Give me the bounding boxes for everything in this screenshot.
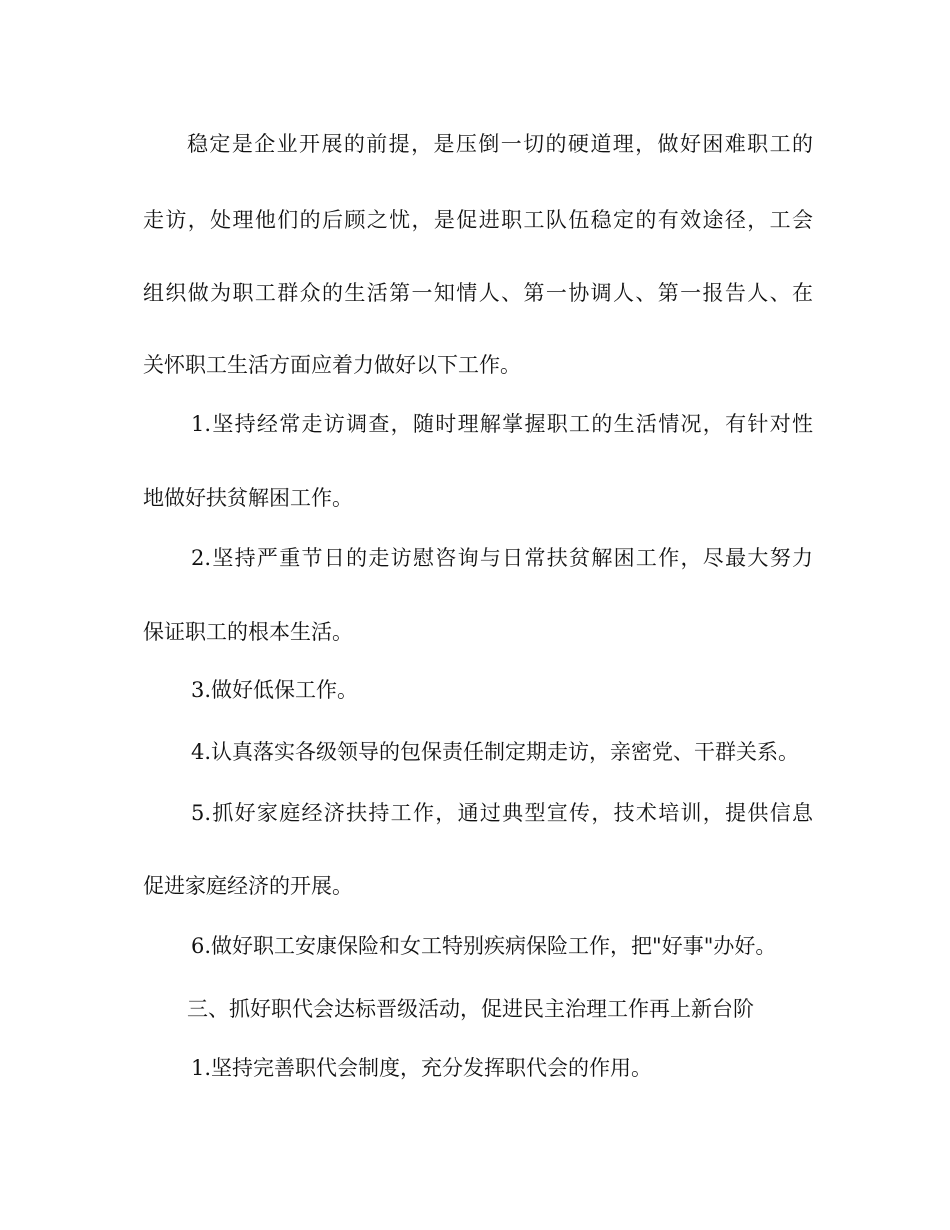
list-item-3: 3.做好低保工作。 <box>191 678 359 702</box>
list-item-5-line-2: 促进家庭经济的开展。 <box>143 874 353 898</box>
list-item-1-line-1: 1.坚持经常走访调查，随时理解掌握职工的生活情况，有针对性 <box>191 412 813 436</box>
paragraph-1-line-2: 走访，处理他们的后顾之忧，是促进职工队伍稳定的有效途径，工会 <box>143 208 813 232</box>
list-item-4: 4.认真落实各级领导的包保责任制定期走访，亲密党、干群关系。 <box>191 740 800 764</box>
list-item-1-line-2: 地做好扶贫解困工作。 <box>143 486 353 510</box>
list-item-2-line-2: 保证职工的根本生活。 <box>143 620 353 644</box>
list-item-2-line-1: 2.坚持严重节日的走访慰咨询与日常扶贫解困工作，尽最大努力 <box>191 546 813 570</box>
section-heading-3: 三、抓好职代会达标晋级活动，促进民主治理工作再上新台阶 <box>187 997 754 1021</box>
paragraph-1-line-3: 组织做为职工群众的生活第一知情人、第一协调人、第一报告人、在 <box>143 281 813 305</box>
list-item-5-line-1: 5.抓好家庭经济扶持工作，通过典型宣传，技术培训，提供信息 <box>191 801 813 825</box>
paragraph-1-line-4: 关怀职工生活方面应着力做好以下工作。 <box>143 353 521 377</box>
section-3-item-1: 1.坚持完善职代会制度，充分发挥职代会的作用。 <box>191 1056 653 1080</box>
paragraph-1-line-1: 稳定是企业开展的前提，是压倒一切的硬道理，做好困难职工的 <box>187 132 813 156</box>
list-item-6: 6.做好职工安康保险和女工特别疾病保险工作，把"好事"办好。 <box>191 934 777 958</box>
